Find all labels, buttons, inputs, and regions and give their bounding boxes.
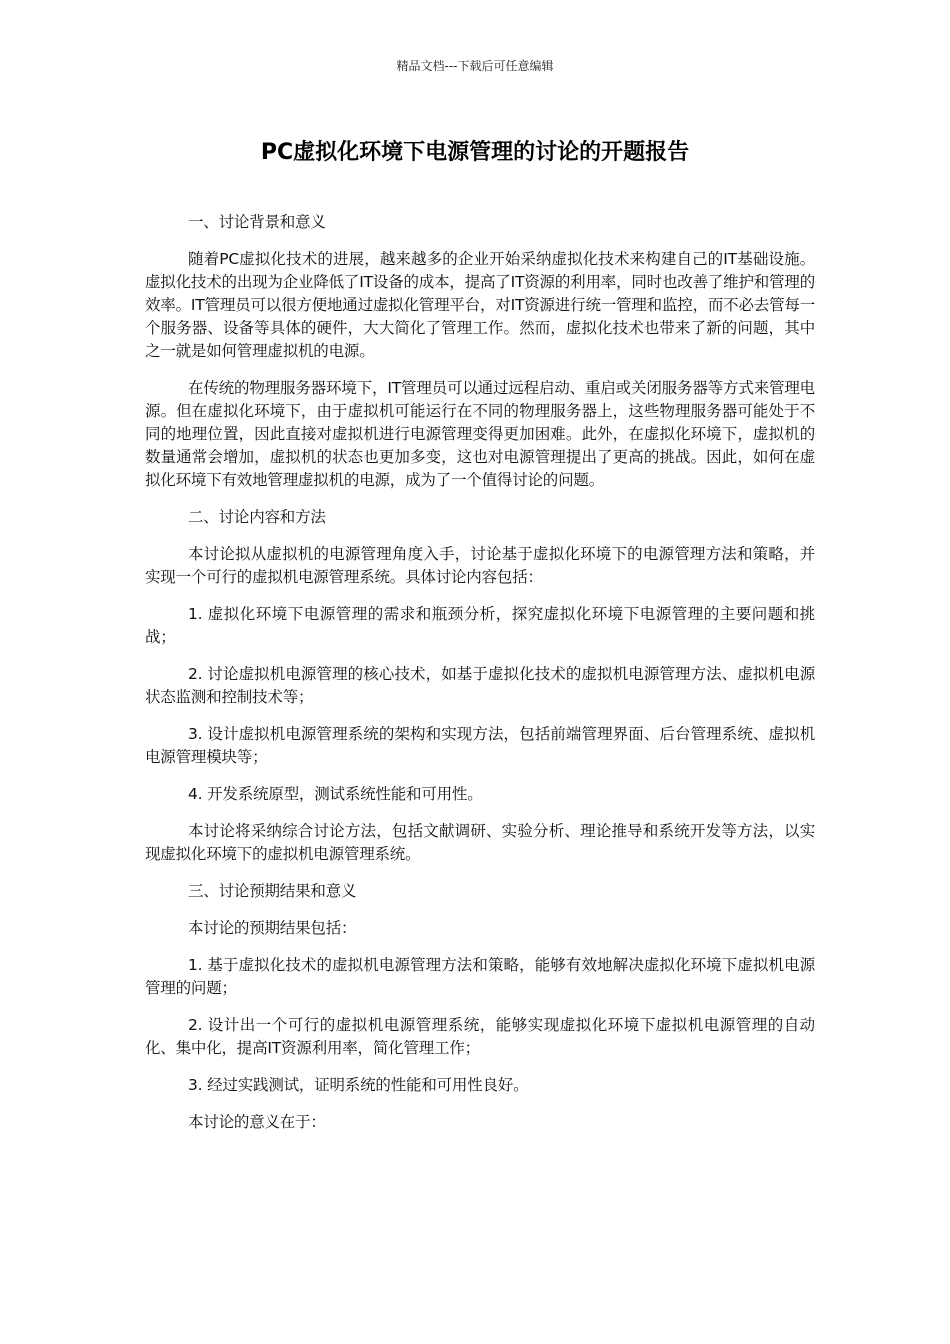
paragraph-results-intro: 本讨论的预期结果包括： (188, 919, 357, 937)
list-item-content-1: 1. 虚拟化环境下电源管理的需求和瓶颈分析，探究虚拟化环境下电源管理的主要问题和挑战； (145, 605, 815, 646)
page-header-note: 精品文档---下载后可任意编辑 (396, 59, 554, 73)
paragraph-method: 本讨论将采纳综合讨论方法，包括文献调研、实验分析、理论推导和系统开发等方法，以实现虚拟化环境下的虚拟机电源管理系统。 (145, 822, 815, 863)
list-item-result-3: 3. 经过实践测试，证明系统的性能和可用性良好。 (188, 1076, 529, 1094)
paragraph-content-intro: 本讨论拟从虚拟机的电源管理角度入手，讨论基于虚拟化环境下的电源管理方法和策略，并实现一个可行的虚拟机电源管理系统。具体讨论内容包括： (145, 545, 815, 586)
section-heading-background: 一、讨论背景和意义 (188, 213, 326, 231)
list-item-result-2: 2. 设计出一个可行的虚拟机电源管理系统，能够实现虚拟化环境下虚拟机电源管理的自动化、集中化，提高IT资源利用率，简化管理工作； (145, 1016, 815, 1057)
list-item-content-4: 4. 开发系统原型，测试系统性能和可用性。 (188, 785, 483, 803)
document-title: PC虚拟化环境下电源管理的讨论的开题报告 (260, 140, 690, 165)
list-item-content-3: 3. 设计虚拟机电源管理系统的架构和实现方法，包括前端管理界面、后台管理系统、虚拟机电源管理模块等； (145, 725, 815, 766)
paragraph-background-2: 在传统的物理服务器环境下，IT管理员可以通过远程启动、重启或关闭服务器等方式来管理电源。但在虚拟化环境下，由于虚拟机可能运行在不同的物理服务器上，这些物理服务器可能处于不同的地理位置，因此直接对虚拟机进行电源管理变得更加困难。此外，在虚拟化环境下，虚拟机的数量通常会增加，虚拟机的状态也更加多变，这也对电源管理提出了更高的挑战。因此，如何在虚拟化环境下有效地管理虚拟机的电源，成为了一个值得讨论的问题。 (145, 379, 815, 489)
list-item-content-2: 2. 讨论虚拟机电源管理的核心技术，如基于虚拟化技术的虚拟机电源管理方法、虚拟机电源状态监测和控制技术等； (145, 665, 815, 706)
paragraph-background-1: 随着PC虚拟化技术的进展，越来越多的企业开始采纳虚拟化技术来构建自己的IT基础设施。虚拟化技术的出现为企业降低了IT设备的成本，提高了IT资源的利用率，同时也改善了维护和管理的效率。IT管理员可以很方便地通过虚拟化管理平台，对IT资源进行统一管理和监控，而不必去管每一个服务器、设备等具体的硬件，大大简化了管理工作。然而，虚拟化技术也带来了新的问题，其中之一就是如何管理虚拟机的电源。 (145, 250, 815, 360)
section-heading-content-method: 二、讨论内容和方法 (188, 508, 326, 526)
document-body (145, 211, 815, 1148)
list-item-result-1: 1. 基于虚拟化技术的虚拟机电源管理方法和策略，能够有效地解决虚拟化环境下虚拟机电源管理的问题； (145, 956, 815, 997)
paragraph-significance-intro: 本讨论的意义在于： (188, 1113, 326, 1131)
section-heading-expected-results: 三、讨论预期结果和意义 (188, 882, 357, 900)
